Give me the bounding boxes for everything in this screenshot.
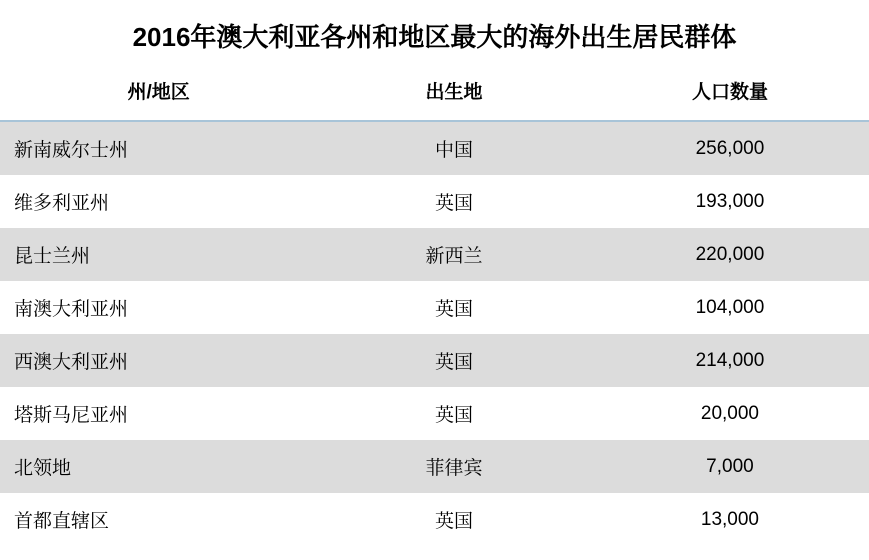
cell-birthplace: 英国 — [317, 334, 591, 387]
cell-state: 西澳大利亚州 — [0, 334, 317, 387]
column-header-birthplace: 出生地 — [317, 76, 591, 121]
cell-count: 104,000 — [591, 281, 869, 334]
cell-state: 昆士兰州 — [0, 228, 317, 281]
data-table — [0, 76, 869, 546]
cell-count: 20,000 — [591, 387, 869, 440]
cell-count: 193,000 — [591, 175, 869, 228]
column-header-state: 州/地区 — [0, 76, 317, 121]
cell-count: 220,000 — [591, 228, 869, 281]
cell-count: 256,000 — [591, 121, 869, 175]
cell-birthplace: 英国 — [317, 175, 591, 228]
cell-count: 214,000 — [591, 334, 869, 387]
chart-title: 2016年澳大利亚各州和地区最大的海外出生居民群体 — [132, 22, 737, 52]
table-row — [0, 334, 869, 387]
cell-birthplace: 英国 — [317, 387, 591, 440]
table-row — [0, 493, 869, 546]
table-row — [0, 228, 869, 281]
table-row — [0, 281, 869, 334]
table-header — [0, 76, 869, 121]
table-body — [0, 121, 869, 546]
cell-state: 首都直辖区 — [0, 493, 317, 546]
cell-birthplace: 英国 — [317, 281, 591, 334]
cell-state: 北领地 — [0, 440, 317, 493]
cell-state: 新南威尔士州 — [0, 121, 317, 175]
cell-birthplace: 菲律宾 — [317, 440, 591, 493]
cell-birthplace: 中国 — [317, 121, 591, 175]
cell-count: 13,000 — [591, 493, 869, 546]
cell-state: 南澳大利亚州 — [0, 281, 317, 334]
cell-state: 维多利亚州 — [0, 175, 317, 228]
cell-state: 塔斯马尼亚州 — [0, 387, 317, 440]
table-row — [0, 175, 869, 228]
cell-birthplace: 英国 — [317, 493, 591, 546]
table-row — [0, 121, 869, 175]
table-row — [0, 387, 869, 440]
cell-birthplace: 新西兰 — [317, 228, 591, 281]
cell-count: 7,000 — [591, 440, 869, 493]
column-header-count: 人口数量 — [591, 76, 869, 121]
table-row — [0, 440, 869, 493]
